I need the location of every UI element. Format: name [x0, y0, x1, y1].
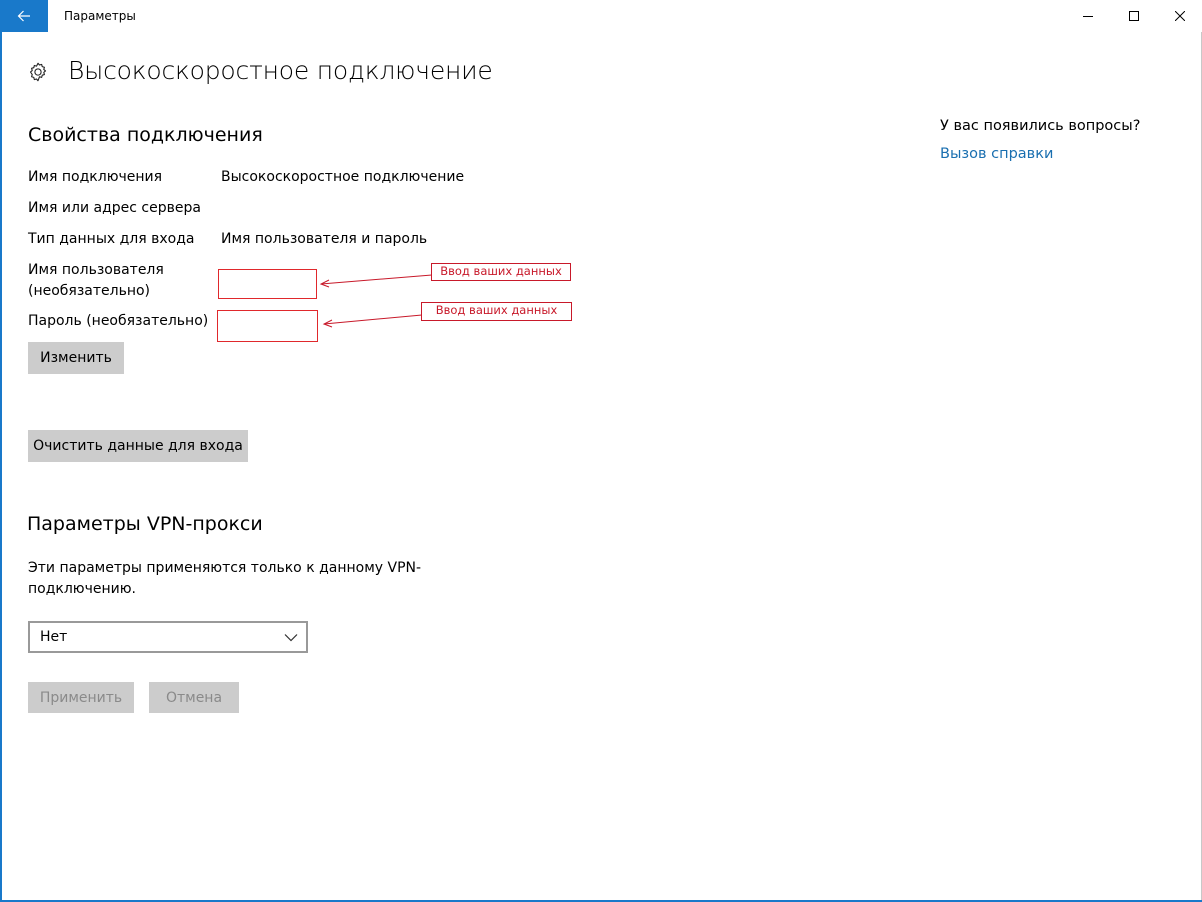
get-help-link[interactable]: Вызов справки: [940, 146, 1054, 162]
password-input[interactable]: [217, 310, 318, 342]
vpn-description: [28, 558, 421, 600]
username-label-line2: (необязательно): [28, 283, 151, 299]
proxy-select[interactable]: [28, 621, 308, 653]
username-annotation: Ввод ваших данных: [431, 263, 571, 281]
back-button[interactable]: [0, 0, 48, 32]
vpn-description-line2: подключению.: [28, 581, 136, 597]
connection-name-label: Имя подключения: [28, 169, 163, 185]
username-label-line1: Имя пользователя: [28, 262, 164, 278]
vpn-section-title: Параметры VPN-прокси: [27, 513, 263, 535]
close-button[interactable]: [1157, 0, 1202, 32]
signin-type-label: Тип данных для входа: [28, 231, 195, 247]
apply-button[interactable]: Применить: [28, 682, 134, 713]
username-input[interactable]: [218, 269, 317, 299]
arrow-left-icon: [17, 10, 31, 22]
gear-icon: [27, 61, 49, 83]
proxy-select-value: Нет: [40, 629, 68, 645]
cancel-button[interactable]: Отмена: [149, 682, 239, 713]
maximize-icon: [1129, 11, 1139, 21]
password-annotation: Ввод ваших данных: [421, 302, 572, 321]
close-icon: [1175, 11, 1185, 21]
signin-type-value: Имя пользователя и пароль: [221, 231, 428, 247]
window-border-left: [0, 0, 2, 902]
clear-signin-button[interactable]: Очистить данные для входа: [28, 430, 248, 462]
maximize-button[interactable]: [1111, 0, 1157, 32]
vpn-description-line1: Эти параметры применяются только к данному VPN-: [28, 560, 422, 576]
username-label: [28, 260, 164, 302]
server-label: Имя или адрес сервера: [28, 200, 201, 216]
page-title: Высокоскоростное подключение: [68, 56, 493, 85]
window-title: Параметры: [64, 9, 136, 23]
annotation-arrows: [315, 268, 435, 338]
minimize-button[interactable]: [1065, 0, 1111, 32]
edit-button[interactable]: Изменить: [28, 342, 124, 374]
help-question: У вас появились вопросы?: [940, 118, 1141, 134]
connection-name-value: Высокоскоростное подключение: [221, 169, 465, 185]
minimize-icon: [1083, 11, 1093, 21]
chevron-down-icon: [284, 630, 298, 644]
title-bar: [0, 0, 1202, 32]
connection-section-title: Свойства подключения: [28, 124, 263, 146]
password-label: Пароль (необязательно): [28, 313, 209, 329]
